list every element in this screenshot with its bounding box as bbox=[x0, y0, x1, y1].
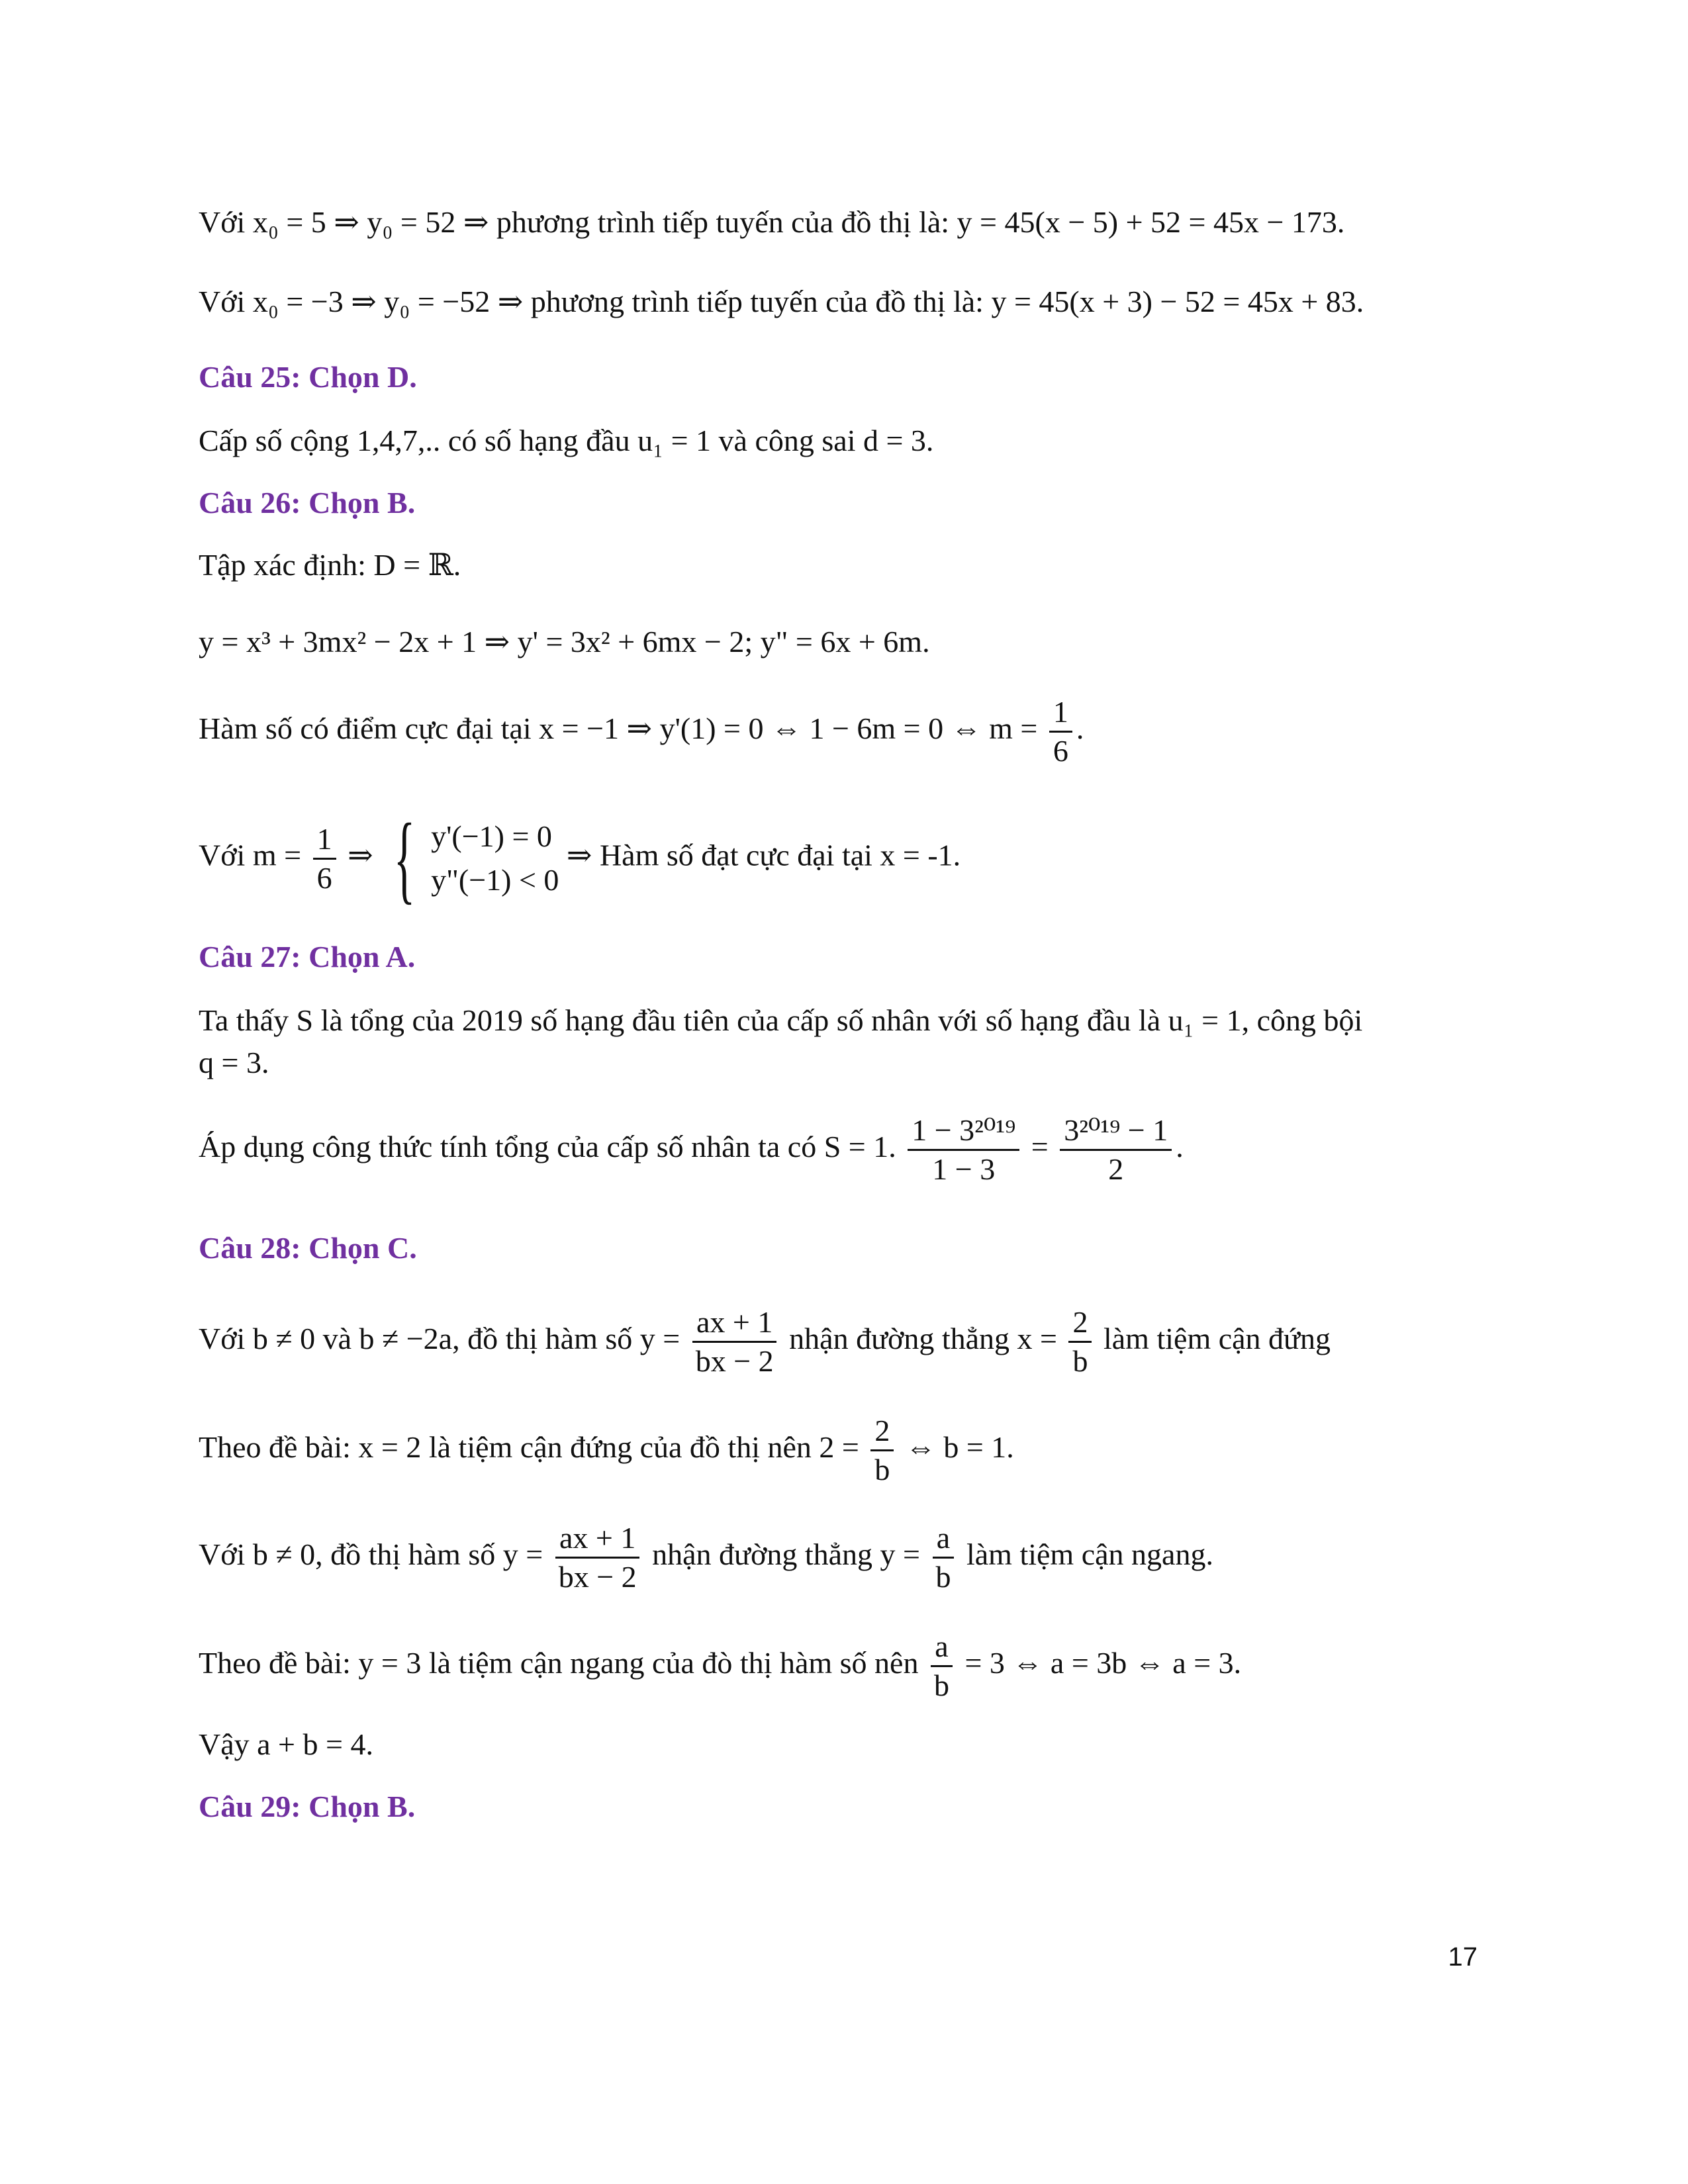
cau-28-text-middle: nhận đường thẳng x = bbox=[789, 1322, 1057, 1356]
fraction-denominator: b bbox=[935, 1560, 951, 1594]
left-brace-icon: { bbox=[393, 803, 416, 913]
cau-28-vertical-asymptote bbox=[199, 1304, 1331, 1380]
fraction-numerator: 1 bbox=[1049, 694, 1072, 733]
fraction-numerator: 1 − 3²⁰¹⁹ bbox=[908, 1112, 1019, 1151]
cau-26-derivative: y = x³ + 3mx² − 2x + 1 ⇒ y' = 3x² + 6mx − 2; y" = 6x + 6m. bbox=[199, 625, 930, 659]
fraction-denominator: bx − 2 bbox=[695, 1344, 774, 1378]
cau-27-formula-prefix: Áp dụng công thức tính tổng của cấp số nhân ta có S = 1. bbox=[199, 1130, 896, 1164]
fraction-denominator: b bbox=[1072, 1344, 1088, 1378]
cau-26-verify-prefix: Với m = bbox=[199, 838, 302, 872]
fraction-denominator: 1 − 3 bbox=[932, 1152, 996, 1186]
cau-26-conclusion: ⇒ Hàm số đạt cực đại tại x = -1. bbox=[566, 838, 961, 872]
cau-27-text-2: q = 3. bbox=[199, 1046, 269, 1079]
asymptote-fraction bbox=[1068, 1304, 1092, 1380]
function-fraction bbox=[692, 1304, 778, 1380]
fraction-numerator: a bbox=[933, 1520, 954, 1559]
system-row-1: y'(−1) = 0 bbox=[431, 819, 552, 853]
cau-26-verification bbox=[199, 803, 961, 913]
cau-28-b-result: ⇔ b = 1. bbox=[905, 1430, 1014, 1465]
period: . bbox=[1076, 711, 1084, 746]
heading-cau-28: Câu 28: Chọn C. bbox=[199, 1231, 417, 1265]
fraction-denominator: 6 bbox=[316, 860, 332, 895]
cau-26-max-text: Hàm số có điểm cực đại tại x = −1 ⇒ y'(1) = 0 ⇔ 1 − 6m = 0 ⇔ m = bbox=[199, 711, 1038, 746]
page-number: 17 bbox=[1448, 1942, 1477, 1972]
cau-28-b-prefix: Theo đề bài: x = 2 là tiệm cận đứng của đồ thị nên 2 = bbox=[199, 1430, 859, 1465]
system-row-2: y"(−1) < 0 bbox=[431, 863, 559, 897]
fraction-numerator: 2 bbox=[1068, 1304, 1092, 1343]
cau-28-h-suffix: làm tiệm cận ngang. bbox=[966, 1537, 1213, 1572]
fraction-numerator: 3²⁰¹⁹ − 1 bbox=[1060, 1112, 1172, 1151]
fraction-numerator: ax + 1 bbox=[692, 1304, 776, 1343]
cau-28-text-suffix: làm tiệm cận đứng bbox=[1103, 1322, 1331, 1356]
implies-arrow: ⇒ bbox=[348, 838, 373, 872]
fraction-denominator: bx − 2 bbox=[558, 1560, 637, 1594]
cau-28-solve-a bbox=[199, 1628, 1241, 1704]
cau-28-a-result: = 3 ⇔ a = 3b ⇔ a = 3. bbox=[964, 1646, 1242, 1680]
cau-27-sum-formula bbox=[199, 1112, 1184, 1188]
cau-28-a-prefix: Theo đề bài: y = 3 là tiệm cận ngang của đò thị hàm số nên bbox=[199, 1646, 919, 1680]
fraction-numerator: a bbox=[931, 1628, 952, 1667]
function-fraction bbox=[555, 1520, 641, 1596]
fraction-a-over-b bbox=[930, 1628, 953, 1704]
heading-cau-25: Câu 25: Chọn D. bbox=[199, 360, 417, 394]
fraction-numerator: ax + 1 bbox=[555, 1520, 639, 1559]
asymptote-fraction bbox=[931, 1520, 955, 1596]
fraction-denominator: b bbox=[874, 1453, 890, 1486]
tangent-line-x0-minus3: Với x₀ = −3 ⇒ y₀ = −52 ⇒ phương trình tiếp tuyến của đồ thị là: y = 45(x + 3) − 52 = 45x + 83. bbox=[199, 285, 1364, 318]
fraction-numerator: 1 bbox=[313, 821, 336, 860]
cau-28-h-middle: nhận đường thẳng y = bbox=[652, 1537, 920, 1572]
heading-cau-29: Câu 29: Chọn B. bbox=[199, 1790, 416, 1823]
cau-27-text-1: Ta thấy S là tổng của 2019 số hạng đầu tiên của cấp số nhân với số hạng đầu là u₁ = 1, công bội bbox=[199, 1003, 1363, 1037]
fraction-denominator: 6 bbox=[1053, 734, 1068, 768]
heading-cau-26: Câu 26: Chọn B. bbox=[199, 486, 416, 520]
tangent-line-x0-5: Với x₀ = 5 ⇒ y₀ = 52 ⇒ phương trình tiếp tuyến của đồ thị là: y = 45(x − 5) + 52 = 45x − 173. bbox=[199, 205, 1345, 239]
sum-fraction-2 bbox=[1060, 1112, 1172, 1188]
equals-sign: = bbox=[1031, 1130, 1049, 1164]
cau-26-domain: Tập xác định: D = ℝ. bbox=[199, 548, 461, 582]
cau-28-horizontal-asymptote bbox=[199, 1520, 1213, 1596]
cau-25-text: Cấp số cộng 1,4,7,.. có số hạng đầu u₁ = 1 và công sai d = 3. bbox=[199, 424, 934, 457]
sum-fraction-1 bbox=[908, 1112, 1019, 1188]
fraction-one-sixth bbox=[313, 821, 336, 897]
fraction-denominator: 2 bbox=[1108, 1152, 1124, 1186]
condition-system bbox=[381, 803, 559, 913]
fraction-denominator: b bbox=[933, 1668, 949, 1702]
heading-cau-27: Câu 27: Chọn A. bbox=[199, 940, 416, 974]
cau-26-max-condition bbox=[199, 694, 1084, 770]
fraction-two-over-b bbox=[870, 1412, 894, 1488]
period: . bbox=[1176, 1130, 1184, 1164]
cau-28-h-prefix: Với b ≠ 0, đồ thị hàm số y = bbox=[199, 1537, 543, 1572]
fraction-numerator: 2 bbox=[870, 1412, 894, 1451]
fraction-one-sixth bbox=[1049, 694, 1072, 770]
cau-28-text-prefix: Với b ≠ 0 và b ≠ −2a, đồ thị hàm số y = bbox=[199, 1322, 680, 1356]
cau-28-solve-b bbox=[199, 1412, 1014, 1488]
cau-28-conclusion: Vậy a + b = 4. bbox=[199, 1727, 373, 1761]
